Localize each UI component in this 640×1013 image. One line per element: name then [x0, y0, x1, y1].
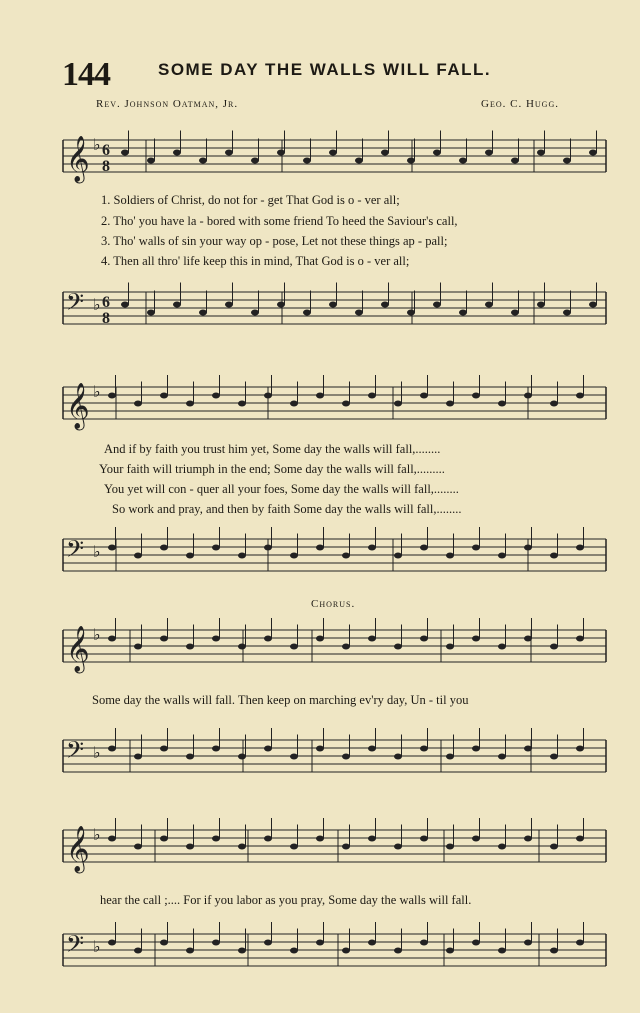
- note-head: [316, 544, 324, 550]
- system-3-treble-staff: [0, 618, 640, 678]
- note-head: [394, 552, 402, 558]
- note-head: [550, 400, 558, 406]
- note-head: [394, 400, 402, 406]
- note-head: [329, 149, 337, 155]
- note-head: [446, 947, 454, 953]
- bass-clef-icon: 𝄢: [66, 288, 85, 321]
- note-head: [342, 753, 350, 759]
- note-head: [238, 843, 246, 849]
- note-head: [498, 843, 506, 849]
- note-head: [251, 309, 259, 315]
- note-head: [303, 309, 311, 315]
- note-head: [420, 835, 428, 841]
- note-head: [498, 643, 506, 649]
- note-head: [186, 400, 194, 406]
- note-head: [485, 301, 493, 307]
- note-head: [173, 149, 181, 155]
- note-head: [355, 309, 363, 315]
- note-head: [134, 843, 142, 849]
- note-head: [472, 835, 480, 841]
- note-head: [316, 392, 324, 398]
- note-head: [576, 392, 584, 398]
- note-head: [524, 544, 532, 550]
- note-head: [147, 309, 155, 315]
- note-head: [212, 544, 220, 550]
- note-head: [550, 552, 558, 558]
- treble-clef-icon: 𝄞: [66, 383, 90, 429]
- note-head: [459, 157, 467, 163]
- note-head: [459, 309, 467, 315]
- note-head: [550, 843, 558, 849]
- note-head: [134, 947, 142, 953]
- hymn-number: 144: [62, 56, 110, 93]
- note-head: [381, 301, 389, 307]
- note-head: [134, 400, 142, 406]
- note-head: [524, 745, 532, 751]
- note-head: [368, 835, 376, 841]
- note-head: [303, 157, 311, 163]
- note-head: [264, 939, 272, 945]
- note-head: [186, 753, 194, 759]
- note-head: [368, 635, 376, 641]
- note-head: [290, 400, 298, 406]
- note-head: [290, 643, 298, 649]
- verse-line-2: 2. Tho' you have la - bored with some friend To heed the Saviour's call,: [101, 214, 458, 228]
- note-head: [511, 309, 519, 315]
- note-head: [420, 635, 428, 641]
- flat-icon: ♭: [93, 825, 101, 844]
- note-head: [238, 947, 246, 953]
- note-head: [342, 947, 350, 953]
- note-head: [563, 309, 571, 315]
- note-head: [160, 635, 168, 641]
- note-head: [472, 745, 480, 751]
- note-head: [524, 939, 532, 945]
- note-head: [212, 635, 220, 641]
- note-head: [537, 149, 545, 155]
- note-head: [472, 635, 480, 641]
- verse-line-3: 3. Tho' walls of sin your way op - pose, Let not these things ap - pall;: [101, 234, 448, 248]
- note-head: [368, 544, 376, 550]
- note-head: [407, 157, 415, 163]
- note-head: [134, 753, 142, 759]
- note-head: [316, 745, 324, 751]
- treble-clef-icon: 𝄞: [66, 826, 90, 872]
- verse-line-1b: And if by faith you trust him yet, Some day the walls will fall,........: [104, 442, 441, 456]
- note-head: [472, 939, 480, 945]
- note-head: [498, 400, 506, 406]
- note-head: [316, 635, 324, 641]
- note-head: [342, 400, 350, 406]
- note-head: [498, 947, 506, 953]
- chorus-label: Chorus.: [311, 598, 356, 610]
- note-head: [316, 835, 324, 841]
- note-head: [576, 635, 584, 641]
- flat-icon: ♭: [93, 135, 101, 154]
- bass-clef-icon: 𝄢: [66, 736, 85, 769]
- note-head: [485, 149, 493, 155]
- note-head: [264, 635, 272, 641]
- note-head: [524, 635, 532, 641]
- note-head: [212, 745, 220, 751]
- flat-icon: ♭: [93, 382, 101, 401]
- note-head: [420, 745, 428, 751]
- note-head: [355, 157, 363, 163]
- chorus-lyric-2: hear the call ;.... For if you labor as you pray, Some day the walls will fall.: [100, 893, 472, 907]
- note-head: [121, 149, 129, 155]
- note-head: [368, 745, 376, 751]
- verse-line-3b: You yet will con - quer all your foes, Some day the walls will fall,........: [104, 482, 459, 496]
- note-head: [212, 835, 220, 841]
- note-head: [446, 753, 454, 759]
- note-head: [550, 753, 558, 759]
- note-head: [563, 157, 571, 163]
- system-2-treble-staff: [0, 375, 640, 435]
- note-head: [238, 643, 246, 649]
- note-head: [108, 544, 116, 550]
- time-signature-bottom: 8: [102, 310, 110, 327]
- note-head: [134, 552, 142, 558]
- note-head: [212, 392, 220, 398]
- note-head: [433, 149, 441, 155]
- note-head: [420, 939, 428, 945]
- hymn-title: SOME DAY THE WALLS WILL FALL.: [158, 60, 492, 79]
- note-head: [433, 301, 441, 307]
- verse-line-2b: Your faith will triumph in the end; Some day the walls will fall,.........: [99, 462, 445, 476]
- note-head: [264, 745, 272, 751]
- note-head: [498, 552, 506, 558]
- flat-icon: ♭: [93, 625, 101, 644]
- note-head: [368, 392, 376, 398]
- note-head: [238, 753, 246, 759]
- note-head: [147, 157, 155, 163]
- note-head: [186, 947, 194, 953]
- time-signature-top: 6: [102, 142, 110, 159]
- time-signature-top: 6: [102, 294, 110, 311]
- note-head: [368, 939, 376, 945]
- note-head: [225, 301, 233, 307]
- note-head: [446, 843, 454, 849]
- note-head: [550, 643, 558, 649]
- flat-icon: ♭: [93, 937, 101, 956]
- note-head: [108, 939, 116, 945]
- note-head: [212, 939, 220, 945]
- note-head: [524, 392, 532, 398]
- note-head: [576, 544, 584, 550]
- composer-credit: Geo. C. Hugg.: [481, 98, 559, 110]
- note-head: [394, 947, 402, 953]
- system-4-treble-staff: [0, 818, 640, 878]
- note-head: [524, 835, 532, 841]
- verse-line-1: 1. Soldiers of Christ, do not for - get That God is o - ver all;: [101, 193, 400, 207]
- verse-line-4: 4. Then all thro' life keep this in mind, That God is o - ver all;: [101, 254, 410, 268]
- note-head: [108, 635, 116, 641]
- chorus-lyric-1: Some day the walls will fall. Then keep on marching ev'ry day, Un - til you: [92, 693, 469, 707]
- treble-clef-icon: 𝄞: [66, 626, 90, 672]
- note-head: [446, 643, 454, 649]
- note-head: [472, 392, 480, 398]
- note-head: [537, 301, 545, 307]
- note-head: [589, 149, 597, 155]
- system-4-bass-staff: [0, 922, 640, 982]
- note-head: [316, 939, 324, 945]
- note-head: [264, 544, 272, 550]
- note-head: [186, 843, 194, 849]
- note-head: [160, 392, 168, 398]
- note-head: [134, 643, 142, 649]
- note-head: [290, 753, 298, 759]
- time-signature-bottom: 8: [102, 158, 110, 175]
- note-head: [251, 157, 259, 163]
- note-head: [498, 753, 506, 759]
- note-head: [225, 149, 233, 155]
- note-head: [160, 544, 168, 550]
- flat-icon: ♭: [93, 743, 101, 762]
- note-head: [238, 552, 246, 558]
- note-head: [199, 309, 207, 315]
- note-head: [576, 835, 584, 841]
- note-head: [394, 843, 402, 849]
- note-head: [329, 301, 337, 307]
- note-head: [576, 745, 584, 751]
- note-head: [199, 157, 207, 163]
- note-head: [186, 552, 194, 558]
- flat-icon: ♭: [93, 295, 101, 314]
- note-head: [472, 544, 480, 550]
- note-head: [407, 309, 415, 315]
- note-head: [264, 835, 272, 841]
- note-head: [576, 939, 584, 945]
- verse-line-4b: So work and pray, and then by faith Some day the walls will fall,........: [112, 502, 462, 516]
- note-head: [108, 835, 116, 841]
- note-head: [420, 544, 428, 550]
- system-1-treble-staff: [0, 128, 640, 188]
- note-head: [264, 392, 272, 398]
- note-head: [173, 301, 181, 307]
- system-1-bass-staff: [0, 280, 640, 340]
- note-head: [342, 552, 350, 558]
- note-head: [511, 157, 519, 163]
- note-head: [277, 149, 285, 155]
- note-head: [589, 301, 597, 307]
- author-credit: Rev. Johnson Oatman, Jr.: [96, 98, 239, 110]
- note-head: [446, 552, 454, 558]
- note-head: [186, 643, 194, 649]
- note-head: [446, 400, 454, 406]
- bass-clef-icon: 𝄢: [66, 930, 85, 963]
- system-3-bass-staff: [0, 728, 640, 788]
- treble-clef-icon: 𝄞: [66, 136, 90, 182]
- note-head: [394, 643, 402, 649]
- note-head: [160, 745, 168, 751]
- flat-icon: ♭: [93, 542, 101, 561]
- note-head: [290, 843, 298, 849]
- note-head: [238, 400, 246, 406]
- note-head: [108, 745, 116, 751]
- note-head: [381, 149, 389, 155]
- note-head: [277, 301, 285, 307]
- note-head: [160, 939, 168, 945]
- note-head: [290, 552, 298, 558]
- note-head: [342, 843, 350, 849]
- note-head: [420, 392, 428, 398]
- system-2-bass-staff: [0, 527, 640, 587]
- note-head: [550, 947, 558, 953]
- note-head: [342, 643, 350, 649]
- note-head: [394, 753, 402, 759]
- note-head: [108, 392, 116, 398]
- note-head: [121, 301, 129, 307]
- note-head: [290, 947, 298, 953]
- bass-clef-icon: 𝄢: [66, 535, 85, 568]
- note-head: [160, 835, 168, 841]
